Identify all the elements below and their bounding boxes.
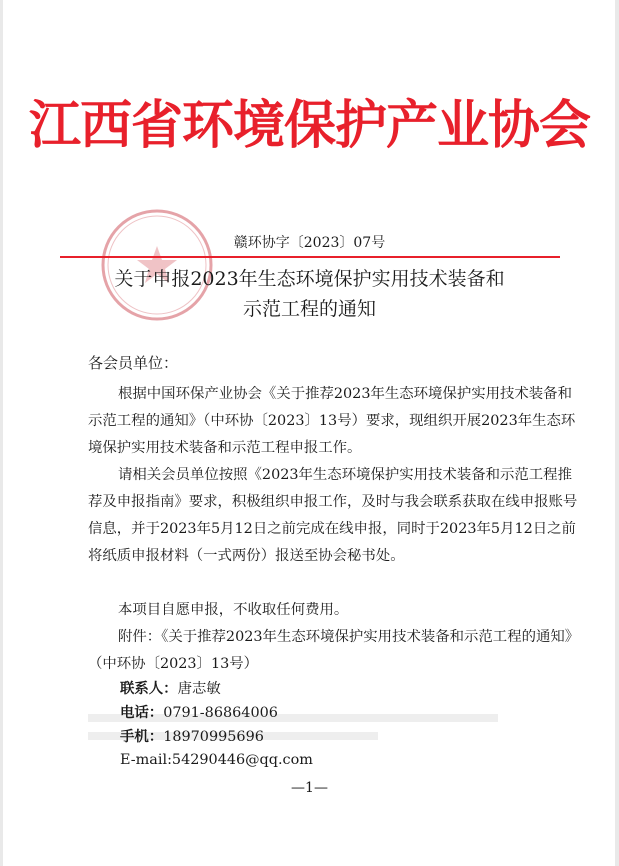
contact-mobile: 手机：18970995696	[120, 728, 264, 745]
red-divider	[60, 256, 560, 258]
contact-person: 联系人：唐志敏	[120, 680, 221, 697]
org-header: 江西省环境保护产业协会	[28, 95, 590, 156]
paragraph-4-attachment: 附件：《关于推荐2023年生态环境保护实用技术装备和示范工程的通知》（中环协〔2023〕13号）	[88, 629, 572, 672]
notice-title	[0, 264, 619, 324]
document-number: 赣环协字〔2023〕07号	[233, 235, 386, 251]
paragraph-1: 根据中国环保产业协会《关于推荐2023年生态环境保护实用技术装备和示范工程的通知》（中环协〔2023〕13号）要求，现组织开展2023年生态环境保护实用技术装备和示范工程申报工作。	[88, 386, 576, 456]
contact-email: E-mail:54290446@qq.com	[120, 752, 313, 768]
page-number: —1—	[291, 780, 328, 796]
notice-title-line1: 关于申报2023年生态环境保护实用技术装备和	[114, 268, 505, 290]
paragraph-2: 请相关会员单位按照《2023年生态环境保护实用技术装备和示范工程推荐及申报指南》要求，积极组织申报工作，及时与我会联系获取在线申报账号信息，并于2023年5月12日之前完成在线申报，同时于2023年5月12日之前将纸质申报材料（一式两份）报送至协会秘书处。	[88, 467, 578, 564]
notice-title-line2: 示范工程的通知	[242, 298, 376, 320]
contact-phone: 电话：0791-86864006	[120, 704, 278, 721]
salutation: 各会员单位：	[88, 354, 179, 372]
paragraph-3: 本项目自愿申报，不收取任何费用。	[118, 602, 349, 618]
